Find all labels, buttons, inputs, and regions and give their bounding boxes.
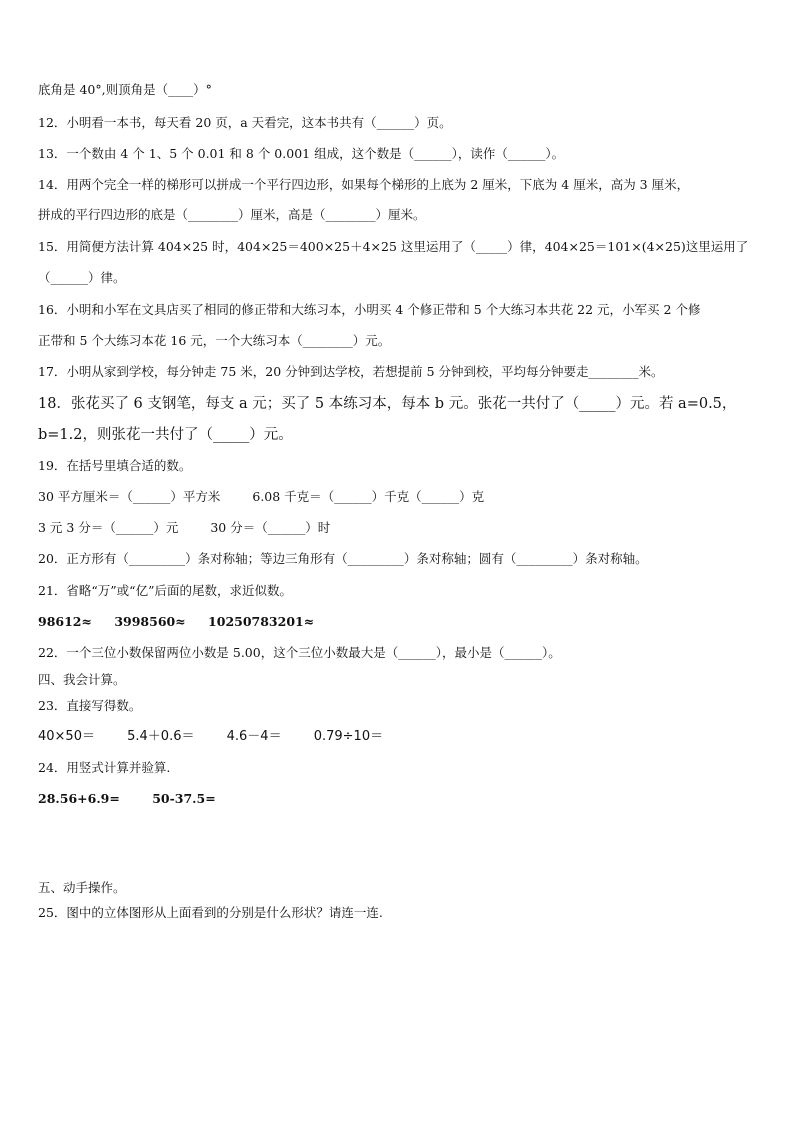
section-4-heading: 四、我会计算。 <box>38 672 126 687</box>
q18-text-line1: 18．张花买了 6 支钢笔，每支 a 元；买了 5 本练习本，每本 b 元。张花一共付了（_____）元。若 a=0.5， <box>38 396 737 412</box>
q19-text: 19．在括号里填合适的数。 <box>38 458 192 473</box>
q16-text-line2: 正带和 5 个大练习本花 16 元，一个大练习本（________）元。 <box>38 333 391 348</box>
q19-item-mass: 6.08 千克＝（______）千克（______）克 <box>252 489 485 504</box>
q19-item-time: 30 分＝（______）时 <box>210 520 331 535</box>
q24-item-1: 28.56+6.9= <box>38 791 120 806</box>
q16-text-line1: 16．小明和小军在文具店买了相同的修正带和大练习本，小明买 4 个修正带和 5 个大练习本共花 22 元，小军买 2 个修 <box>38 302 701 317</box>
q21-row <box>38 614 764 630</box>
q24-row <box>38 791 764 807</box>
q12-text: 12．小明看一本书，每天看 20 页，a 天看完，这本书共有（______）页。 <box>38 115 452 130</box>
q24-item-2: 50-37.5= <box>152 791 216 806</box>
q25-text: 25．图中的立体图形从上面看到的分别是什么形状？请连一连. <box>38 905 383 920</box>
q18-text-line2: b=1.2，则张花一共付了（_____）元。 <box>38 427 293 443</box>
q21-item-2: 3998560≈ <box>114 614 186 629</box>
q23-item-4: 0.79÷10＝ <box>313 729 384 744</box>
q14-text-line2: 拼成的平行四边形的底是（________）厘米，高是（________）厘米。 <box>38 207 426 222</box>
q15-text-line1: 15．用简便方法计算 404×25 时，404×25＝400×25＋4×25 这里运用了（_____）律，404×25＝101×(4×25)这里运用了 <box>38 239 749 254</box>
q15-text-line2: （______）律。 <box>38 270 126 285</box>
q11-continuation: 底角是 40°,则顶角是（____）° <box>38 82 212 97</box>
q14-text-line1: 14．用两个完全一样的梯形可以拼成一个平行四边形，如果每个梯形的上底为 2 厘米，下底为 4 厘米，高为 3 厘米， <box>38 177 690 192</box>
q21-item-3: 10250783201≈ <box>208 614 315 629</box>
q23-row <box>38 729 764 745</box>
q17-text: 17．小明从家到学校，每分钟走 75 米，20 分钟到达学校，若想提前 5 分钟到校，平均每分钟要走________米。 <box>38 364 664 379</box>
q19-item-money: 3 元 3 分＝（______）元 <box>38 520 179 535</box>
q20-text: 20．正方形有（_________）条对称轴；等边三角形有（_________）条对称轴；圆有（_________）条对称轴。 <box>38 551 648 566</box>
q23-item-3: 4.6－4＝ <box>226 729 282 744</box>
q24-text: 24．用竖式计算并验算. <box>38 760 171 775</box>
q21-text: 21．省略“万”或“亿”后面的尾数，求近似数。 <box>38 583 292 598</box>
q23-text: 23．直接写得数。 <box>38 698 142 713</box>
q23-item-2: 5.4＋0.6＝ <box>127 729 195 744</box>
section-5-heading: 五、动手操作。 <box>38 880 126 895</box>
q23-item-1: 40×50＝ <box>38 729 95 744</box>
q19-item-area: 30 平方厘米＝（______）平方米 <box>38 489 221 504</box>
q22-text: 22．一个三位小数保留两位小数是 5.00，这个三位小数最大是（______），最小是（______）。 <box>38 645 561 660</box>
q13-text: 13．一个数由 4 个 1、5 个 0.01 和 8 个 0.001 组成，这个数是（______），读作（______）。 <box>38 146 565 161</box>
q19-row1 <box>38 489 764 505</box>
q19-row2 <box>38 520 764 536</box>
q21-item-1: 98612≈ <box>38 614 92 629</box>
